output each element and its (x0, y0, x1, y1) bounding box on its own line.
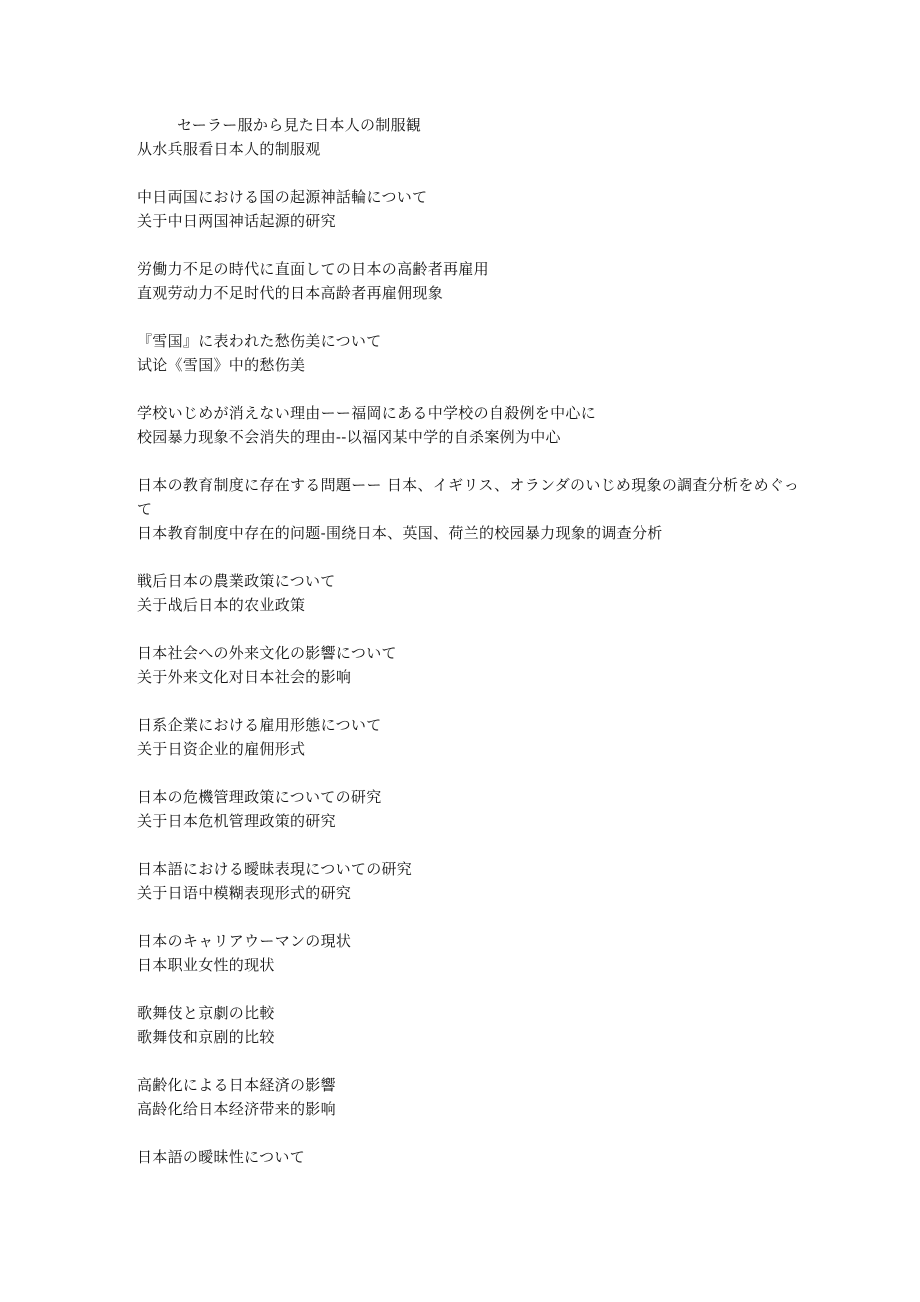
chinese-title: 校园暴力现象不会消失的理由--以福冈某中学的自杀案例为中心 (137, 428, 561, 446)
japanese-title: 学校いじめが消えない理由ーー福岡にある中学校の自殺例を中心に (137, 404, 597, 422)
list-item (137, 329, 807, 377)
chinese-title: 关于外来文化对日本社会的影响 (137, 668, 352, 686)
japanese-title: 日本語における曖昧表現についての研究 (137, 860, 413, 878)
list-item (137, 401, 807, 449)
chinese-title: 歌舞伎和京剧的比较 (137, 1028, 275, 1046)
chinese-title: 关于日语中模糊表现形式的研究 (137, 884, 352, 902)
chinese-title: 关于战后日本的农业政策 (137, 596, 306, 614)
list-item (137, 785, 807, 833)
list-item (137, 113, 807, 161)
list-item (137, 929, 807, 977)
japanese-title: 中日両国における国の起源神話輪について (137, 188, 428, 206)
list-item (137, 1145, 807, 1169)
japanese-title: 日本の教育制度に存在する問題ーー 日本、イギリス、オランダのいじめ現象の調査分析をめぐって (137, 476, 800, 518)
chinese-title: 日本教育制度中存在的问题-围绕日本、英国、荷兰的校园暴力现象的调查分析 (137, 524, 663, 542)
chinese-title: 日本职业女性的现状 (137, 956, 275, 974)
list-item (137, 473, 807, 545)
japanese-title: 日本の危機管理政策についての研究 (137, 788, 382, 806)
chinese-title: 直观劳动力不足时代的日本高龄者再雇佣现象 (137, 284, 444, 302)
chinese-title: 关于日资企业的雇佣形式 (137, 740, 306, 758)
list-item (137, 185, 807, 233)
japanese-title: 日本語の曖昧性について (137, 1148, 306, 1166)
japanese-title: 『雪国』に表われた愁伤美について (137, 332, 382, 350)
japanese-title: 労働力不足の時代に直面しての日本の高齢者再雇用 (137, 260, 489, 278)
thesis-title-list (137, 113, 807, 1193)
list-item (137, 257, 807, 305)
japanese-title: 戦后日本の農業政策について (137, 572, 336, 590)
chinese-title: 关于日本危机管理政策的研究 (137, 812, 336, 830)
list-item (137, 569, 807, 617)
chinese-title: 关于中日两国神话起源的研究 (137, 212, 336, 230)
list-item (137, 641, 807, 689)
list-item (137, 713, 807, 761)
japanese-title: 日系企業における雇用形態について (137, 716, 382, 734)
japanese-title: 歌舞伎と京劇の比較 (137, 1004, 275, 1022)
japanese-title: セーラー服から見た日本人の制服観 (177, 116, 422, 134)
chinese-title: 从水兵服看日本人的制服观 (137, 140, 321, 158)
list-item (137, 1001, 807, 1049)
japanese-title: 日本社会への外来文化の影響について (137, 644, 397, 662)
japanese-title: 高齢化による日本経済の影響 (137, 1076, 336, 1094)
chinese-title: 高龄化给日本经济带来的影响 (137, 1100, 336, 1118)
japanese-title: 日本のキャリアウーマンの現状 (137, 932, 352, 950)
list-item (137, 857, 807, 905)
chinese-title: 试论《雪国》中的愁伤美 (137, 356, 306, 374)
list-item (137, 1073, 807, 1121)
